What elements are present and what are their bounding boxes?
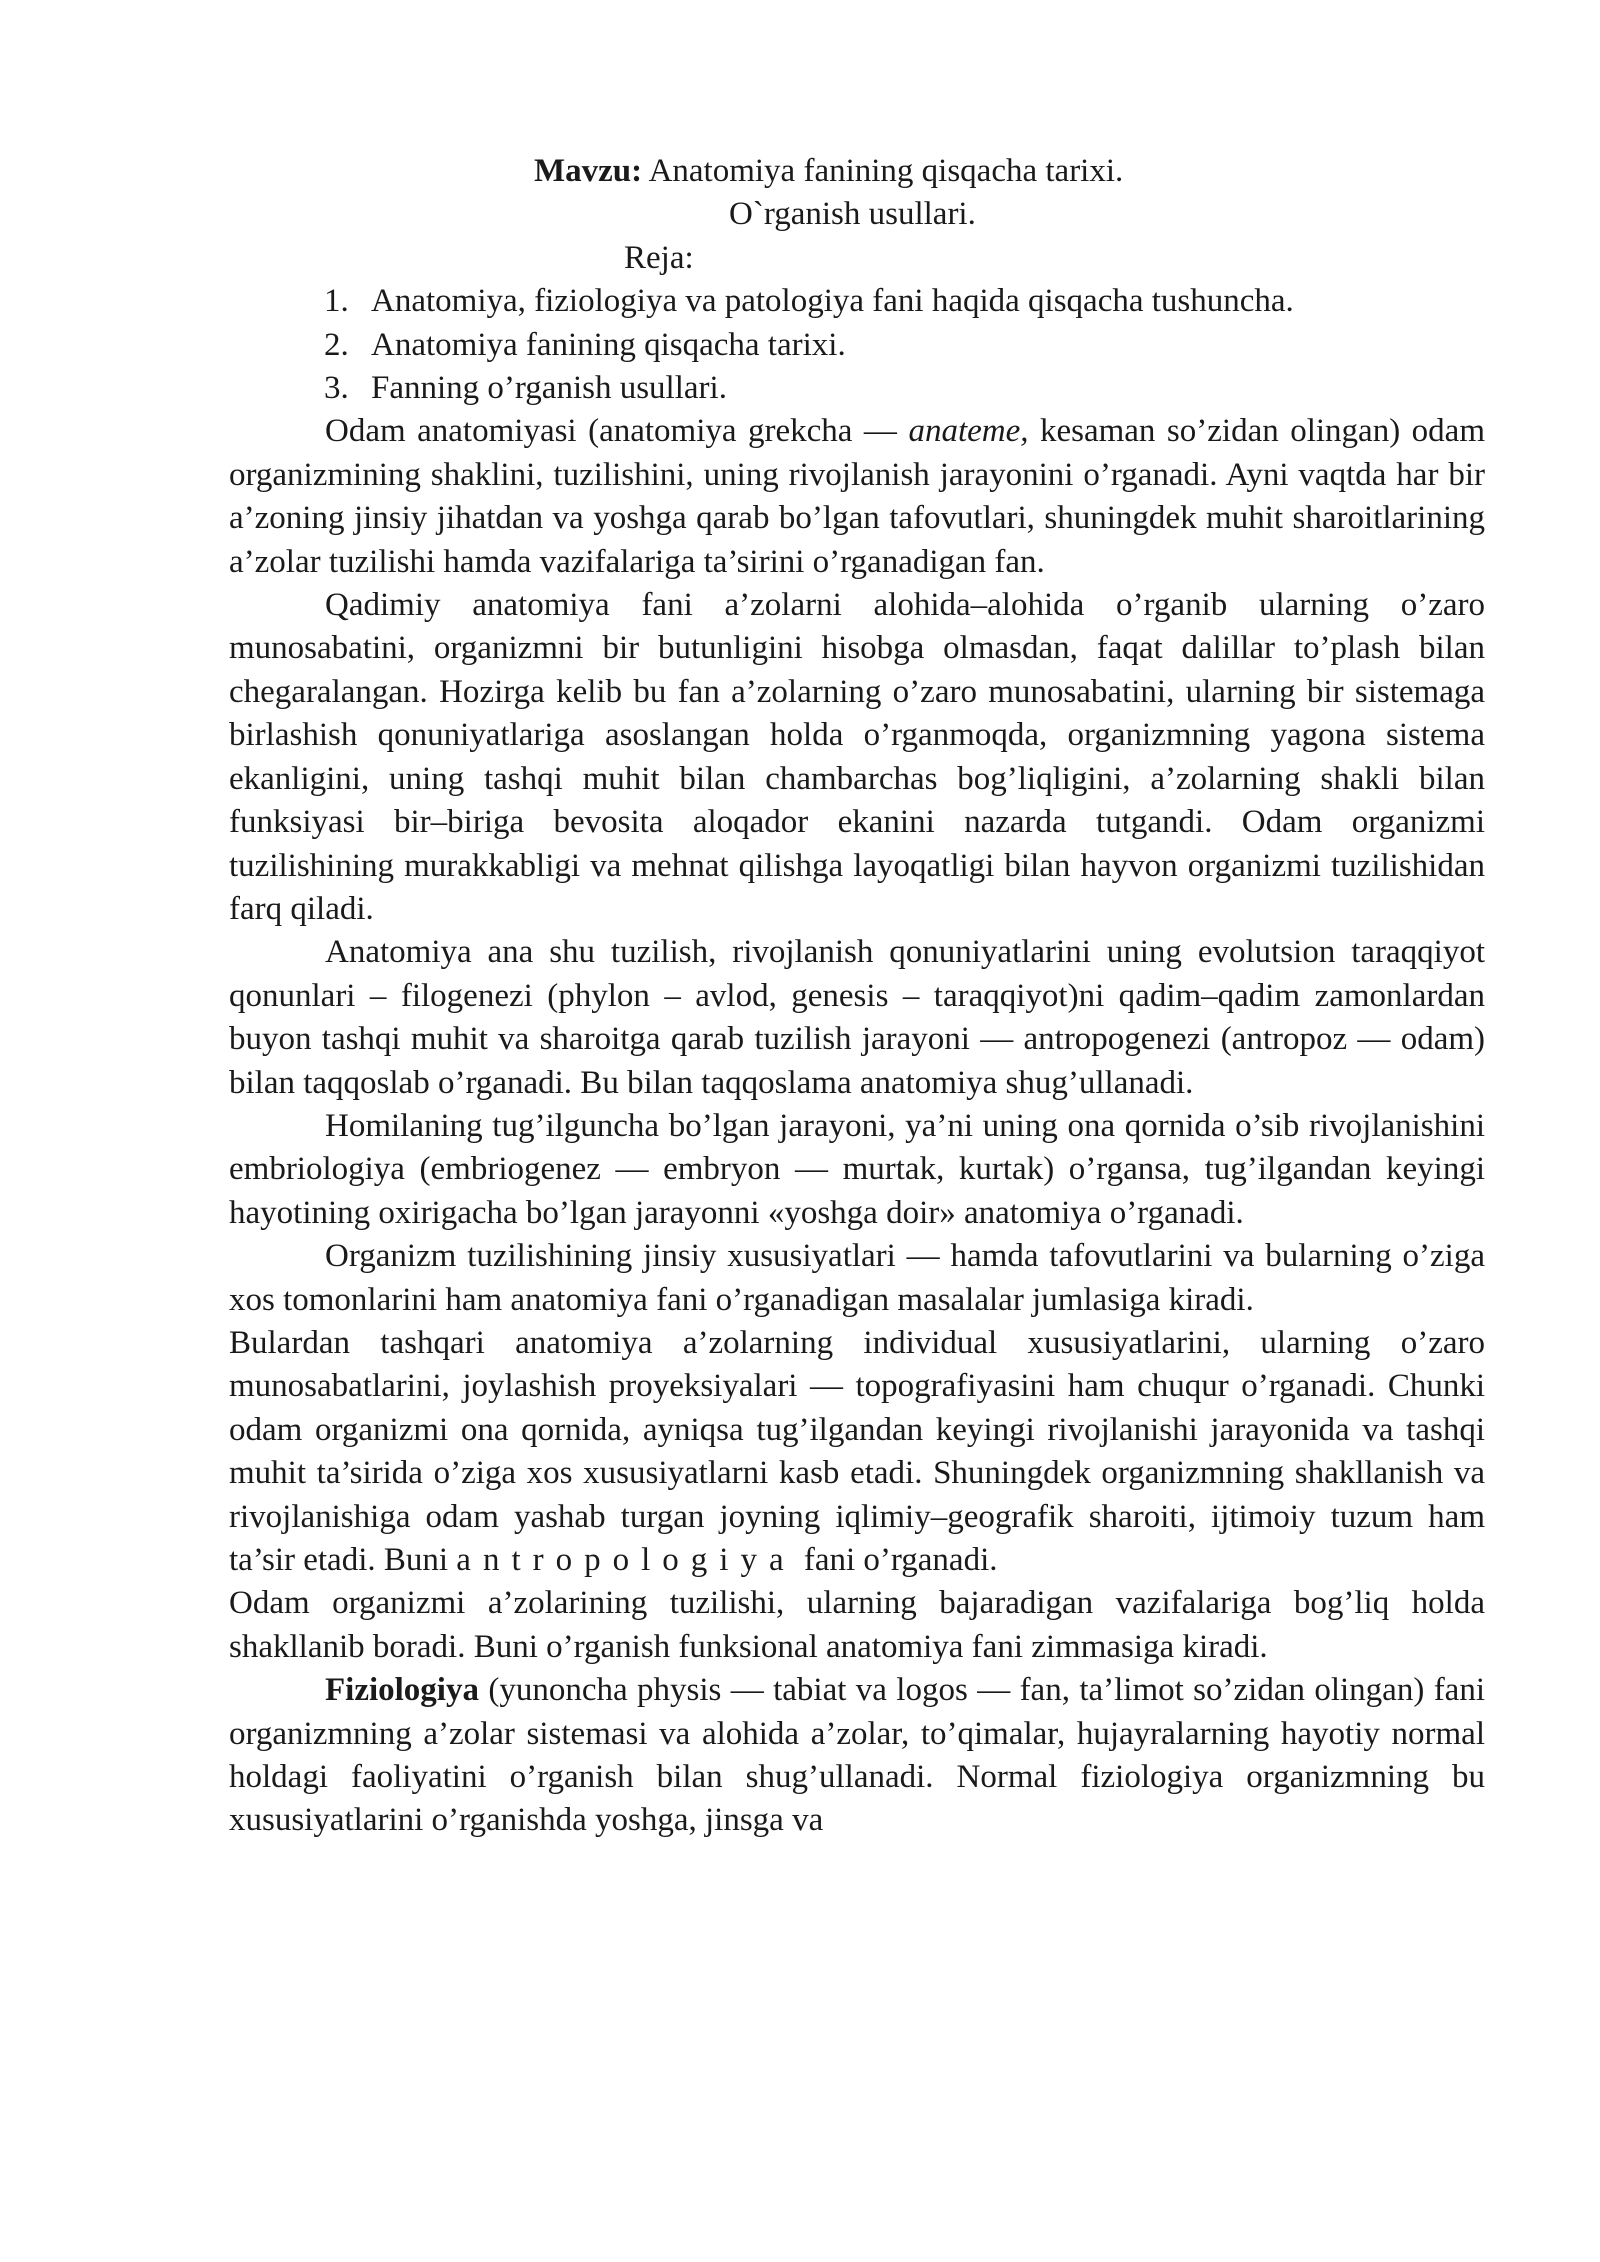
- paragraph-embryology: Homilaning tug’ilguncha bo’lgan jarayoni, ya’ni uning ona qornida o’sib rivojlanishini embriologiya (embriogenez — embryon — murtak, kurtak) o’rgansa, tug’ilgandan keyingi hayotining oxirigacha bo’lgan jarayonni «yoshga doir» anatomiya o’rganadi.: [229, 1107, 1485, 1231]
- paragraph-anatomy-definition: [229, 410, 1485, 584]
- plan-item: [324, 280, 1485, 323]
- plan-item-text: Anatomiya, fiziologiya va patologiya fani haqida qisqacha tushuncha.: [371, 283, 1294, 320]
- topic-label: Mavzu:: [534, 153, 643, 189]
- topic-title: Anatomiya fanining qisqacha tarixi.: [642, 153, 1124, 189]
- paragraph-functional-anatomy: Odam organizmi a’zolarining tuzilishi, ularning bajaradigan vazifalariga bog’liq holda shakllanib boradi. Buni o’rganish funksional anatomiya fani zimmasiga kiradi.: [229, 1585, 1485, 1665]
- paragraph-sexual-features: Organizm tuzilishining jinsiy xususiyatlari — hamda tafovutlarini va bularning o’ziga xos tomonlarini ham anatomiya fani o’rganadigan masalalar jumlasiga kiradi.: [229, 1238, 1485, 1318]
- document-subtitle: O`rganish usullari.: [729, 196, 976, 233]
- document-title: [534, 150, 1485, 193]
- paragraph-text: kesaman so’zidan olingan) odam organizmining shaklini, tuzilishini, uning rivojlanish jarayonini o’rganadi. Ayni vaqtda har bir a’zoning jinsiy jihatdan va yoshga qarab bo’lgan tafovutlari, shuningdek muhit sharoitlarining a’zolar tuzilishi hamda vazifalariga ta’sirini o’rganadigan fan.: [229, 413, 1485, 580]
- plan-item-text: Anatomiya fanining qisqacha tarixi.: [371, 326, 846, 363]
- plan-list: [229, 280, 1485, 410]
- plan-item-number: 3.: [324, 370, 349, 407]
- bold-term: Fiziologiya: [325, 1672, 479, 1709]
- plan-item-number: 1.: [324, 283, 349, 320]
- paragraph-text: (yunoncha physis — tabiat va logos — fan, ta’limot so’zidan olingan) fani organizmning a’zolar sistemasi va alohida a’zolar, to’qimalar, hujayralarning hayotiy normal holdagi faoliyatini o’rganish bilan shug’ullanadi. Normal fiziologiya organizmning bu xususiyatlarini o’rganishda yoshga, jinsga va: [229, 1672, 1485, 1839]
- paragraph-comparative-anatomy: Anatomiya ana shu tuzilish, rivojlanish qonuniyatlarini uning evolutsion taraqqiyot qonunlari – filogenezi (phylon – avlod, genesis – taraqqiyot)ni qadim–qadim zamonlardan buyon tashqi muhit va sharoitga qarab tuzilish jarayoni — antropogenezi (antropoz — odam) bilan taqqoslab o’rganadi. Bu bilan taqqoslama anatomiya shug’ullanadi.: [229, 934, 1485, 1101]
- paragraph-ancient-anatomy: Qadimiy anatomiya fani a’zolarni alohida–alohida o’rganib ularning o’zaro munosabatini, organizmni bir butunligini hisobga olmasdan, faqat dalillar to’plash bilan chegaralangan. Hozirga kelib bu fan a’zolarning o’zaro munosabatini, ularning bir sistemaga birlashish qonuniyatlariga asoslangan holda o’rganmoqda, organizmning yagona sistema ekanligini, uning tashqi muhit bilan chambarchas bog’liqligini, a’zolarning shakli bilan funksiyasi bir–biriga bevosita aloqador ekanini nazarda tutgandi. Odam organizmi tuzilishining murakkabligi va mehnat qilishga layoqatligi bilan hayvon organizmi tuzilishidan farq qiladi.: [229, 587, 1485, 927]
- plan-item: [324, 324, 1485, 367]
- plan-heading: Reja:: [624, 239, 694, 276]
- document-page: [229, 150, 1485, 1843]
- spaced-term: antropologiya: [456, 1542, 796, 1578]
- italic-term: anateme,: [908, 413, 1029, 450]
- plan-item-number: 2.: [324, 326, 349, 363]
- plan-item-text: Fanning o’rganish usullari.: [371, 370, 727, 407]
- paragraph-text: Odam anatomiyasi (anatomiya grekcha —: [325, 413, 909, 450]
- paragraph-text: fani o’rganadi.: [795, 1542, 998, 1578]
- paragraph-text: Bulardan tashqari anatomiya a’zolarning individual xususiyatlarini, ularning o’zaro munosabatlarini, joylashish proyeksiyalari — topografiyasini ham chuqur o’rganadi. Chunki odam organizmi ona qornida, ayniqsa tug’ilgandan keyingi rivojlanishi jarayonida va tashqi muhit ta’sirida o’ziga xos xususiyatlarni kasb etadi. Shuningdek organizmning shakllanish va rivojlanishiga odam yashab turgan joyning iqlimiy–geografik sharoiti, ijtimoiy tuzum ham ta’sir etadi. Buni: [229, 1324, 1485, 1578]
- paragraph-individual-features: [229, 1322, 1485, 1582]
- paragraph-physiology: [229, 1669, 1485, 1843]
- plan-item: [324, 367, 1485, 410]
